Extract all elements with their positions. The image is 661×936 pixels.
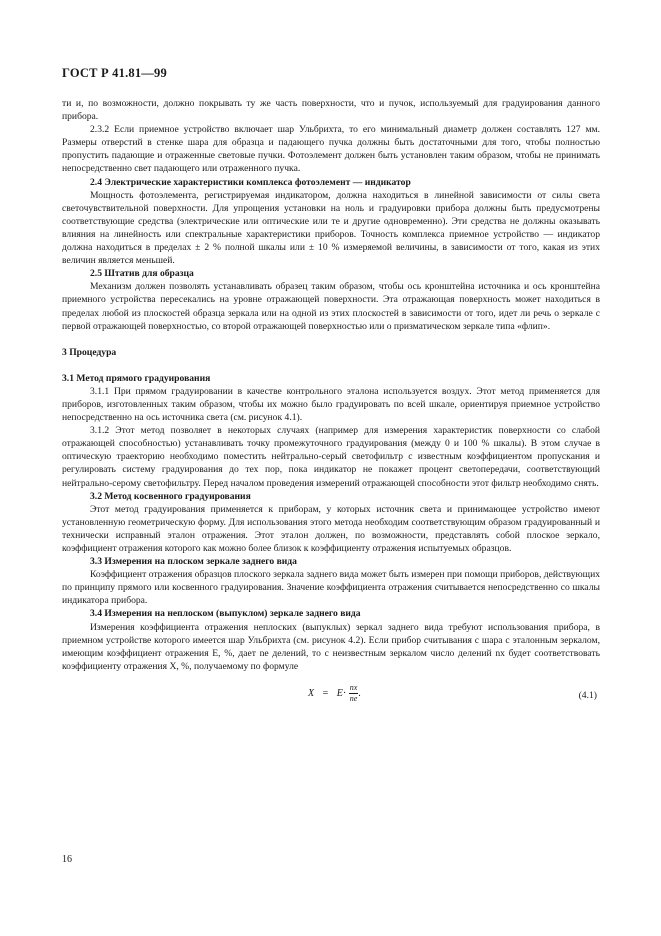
paragraph-3-4: Измерения коэффициента отражения неплоских (выпуклых) зеркал заднего вида требуют использования прибора, в приемном устройстве которого имеется шар Ульбрихта (см. рисунок 4.2). Если прибор считывания с шара с эталонным зеркалом, имеющим коэффициент отражения E, %, дает ne делений, то с неизвестным зеркалом число делений nx будет соответствовать коэффициенту отражения X, %, получаемому по формуле xyxy=(62,621,600,672)
formula-fraction xyxy=(349,683,359,704)
page-number: 16 xyxy=(62,854,72,865)
formula-equals: = xyxy=(322,687,329,699)
formula-denominator: ne xyxy=(349,693,358,703)
heading-3-1: 3.1 Метод прямого градуирования xyxy=(62,372,211,384)
paragraph-3-3: Коэффициент отражения образцов плоского зеркала заднего вида может быть измерен при помощи приборов, действующих по принципу прямого или косвенного градуирования. Значение коэффициента отражения считывается непосредственно со шкалы индикатора прибора. xyxy=(62,569,600,607)
formula-numerator: nx xyxy=(349,682,358,692)
formula-expression xyxy=(308,683,361,704)
heading-3-2: 3.2 Метод косвенного градуирования xyxy=(90,490,251,502)
formula-period: . xyxy=(358,687,361,699)
heading-2-4: 2.4 Электрические характеристики комплекса фотоэлемент — индикатор xyxy=(90,176,411,188)
heading-3-4: 3.4 Измерения на неплоском (выпуклом) зеркале заднего вида xyxy=(90,608,361,620)
formula-coefficient: E xyxy=(336,687,343,699)
formula-dot: · xyxy=(342,687,347,699)
paragraph-3-2: Этот метод градуирования применяется к приборам, у которых источник света и принимающее устройство имеют установленную геометрическую форму. Для использования этого метода необходим соответствующим образом градуированный и технически исправный эталон отражения. Этот эталон должен, по возможности, представлять собой плоское зеркало, коэффициент отражения которого как можно более близок к коэффициенту отражения испытуемых образцов. xyxy=(62,503,600,554)
formula-number: (4.1) xyxy=(578,689,597,701)
heading-3-3: 3.3 Измерения на плоском зеркале заднего вида xyxy=(90,556,297,568)
paragraph-2-4: Мощность фотоэлемента, регистрируемая индикатором, должна находиться в линейной зависимости от силы света светочувствительной поверхности. Для упрощения установки на ноль и градуировки прибора должны быть предусмотрены соответствующие средства (электрические или оптические или те и другие одновременно). Эти средства не должны оказывать влияния на линейность или спектральные характеристики приборов. Точность комплекса приемное устройство — индикатор должна находиться в пределах ± 2 % полной шкалы или ± 10 % измеряемой величины, в зависимости от того, какая из этих величин является меньшей. xyxy=(62,189,600,267)
document-body xyxy=(62,97,600,711)
paragraph-3-1-2: 3.1.2 Этот метод позволяет в некоторых случаях (например для измерения характеристик поверхности со слабой отражающей способностью) устанавливать точку промежуточного градуирования (между 0 и 100 % шкалы). В этом случае в оптическую траекторию необходимо поместить нейтрально-серый светофильтр с известным коэффициентом пропускания и регулировать систему градуирования до тех пор, пока индикатор не покажет процент светопередачи, соответствующий нейтрально-серому светофильтру. Перед началом проведения измерений отражающей способности этот фильтр необходимо снять. xyxy=(62,425,600,489)
heading-2-5: 2.5 Штатив для образца xyxy=(90,268,194,280)
section-3-title: 3 Процедура xyxy=(62,346,117,358)
paragraph-2-5: Механизм должен позволять устанавливать образец таким образом, чтобы ось кронштейна источника и ось кронштейна приемного устройства пересекались на уровне отражающей поверхности. Эта отражающая поверхность может находиться в пределах любой из плоскостей образца зеркала или на одной из этих плоскостей в зависимости от того, идет ли речь о зеркале с первой отражающей поверхностью, со второй отражающей поверхностью или о призматическом зеркале типа «флип». xyxy=(62,281,600,332)
paragraph-3-1-1: 3.1.1 При прямом градуировании в качестве контрольного эталона используется воздух. Этот метод применяется для приборов, изготовленных таким образом, чтобы их можно было градуировать по всей шкале, ориентируя приемное устройство непосредственно на ось источника света (см. рисунок 4.1). xyxy=(62,385,600,424)
formula-lhs: X xyxy=(308,687,315,699)
document-code-header: ГОСТ Р 41.81—99 xyxy=(62,66,167,80)
paragraph-continuation: ти и, по возможности, должно покрывать ту же часть поверхности, что и пучок, используемый для градуирования данного прибора. xyxy=(62,98,600,123)
formula-4-1 xyxy=(62,677,600,711)
paragraph-2-3-2: 2.3.2 Если приемное устройство включает шар Ульбрихта, то его минимальный диаметр должен составлять 127 мм. Размеры отверстий в стенке шара для образца и падающего пучка должны быть достаточными для того, чтобы полностью пропустить падающие и отраженные световые пучки. Фотоэлемент должен быть установлен таким образом, чтобы не принимать непосредственно свет падающего или отраженного пучка. xyxy=(62,124,600,175)
